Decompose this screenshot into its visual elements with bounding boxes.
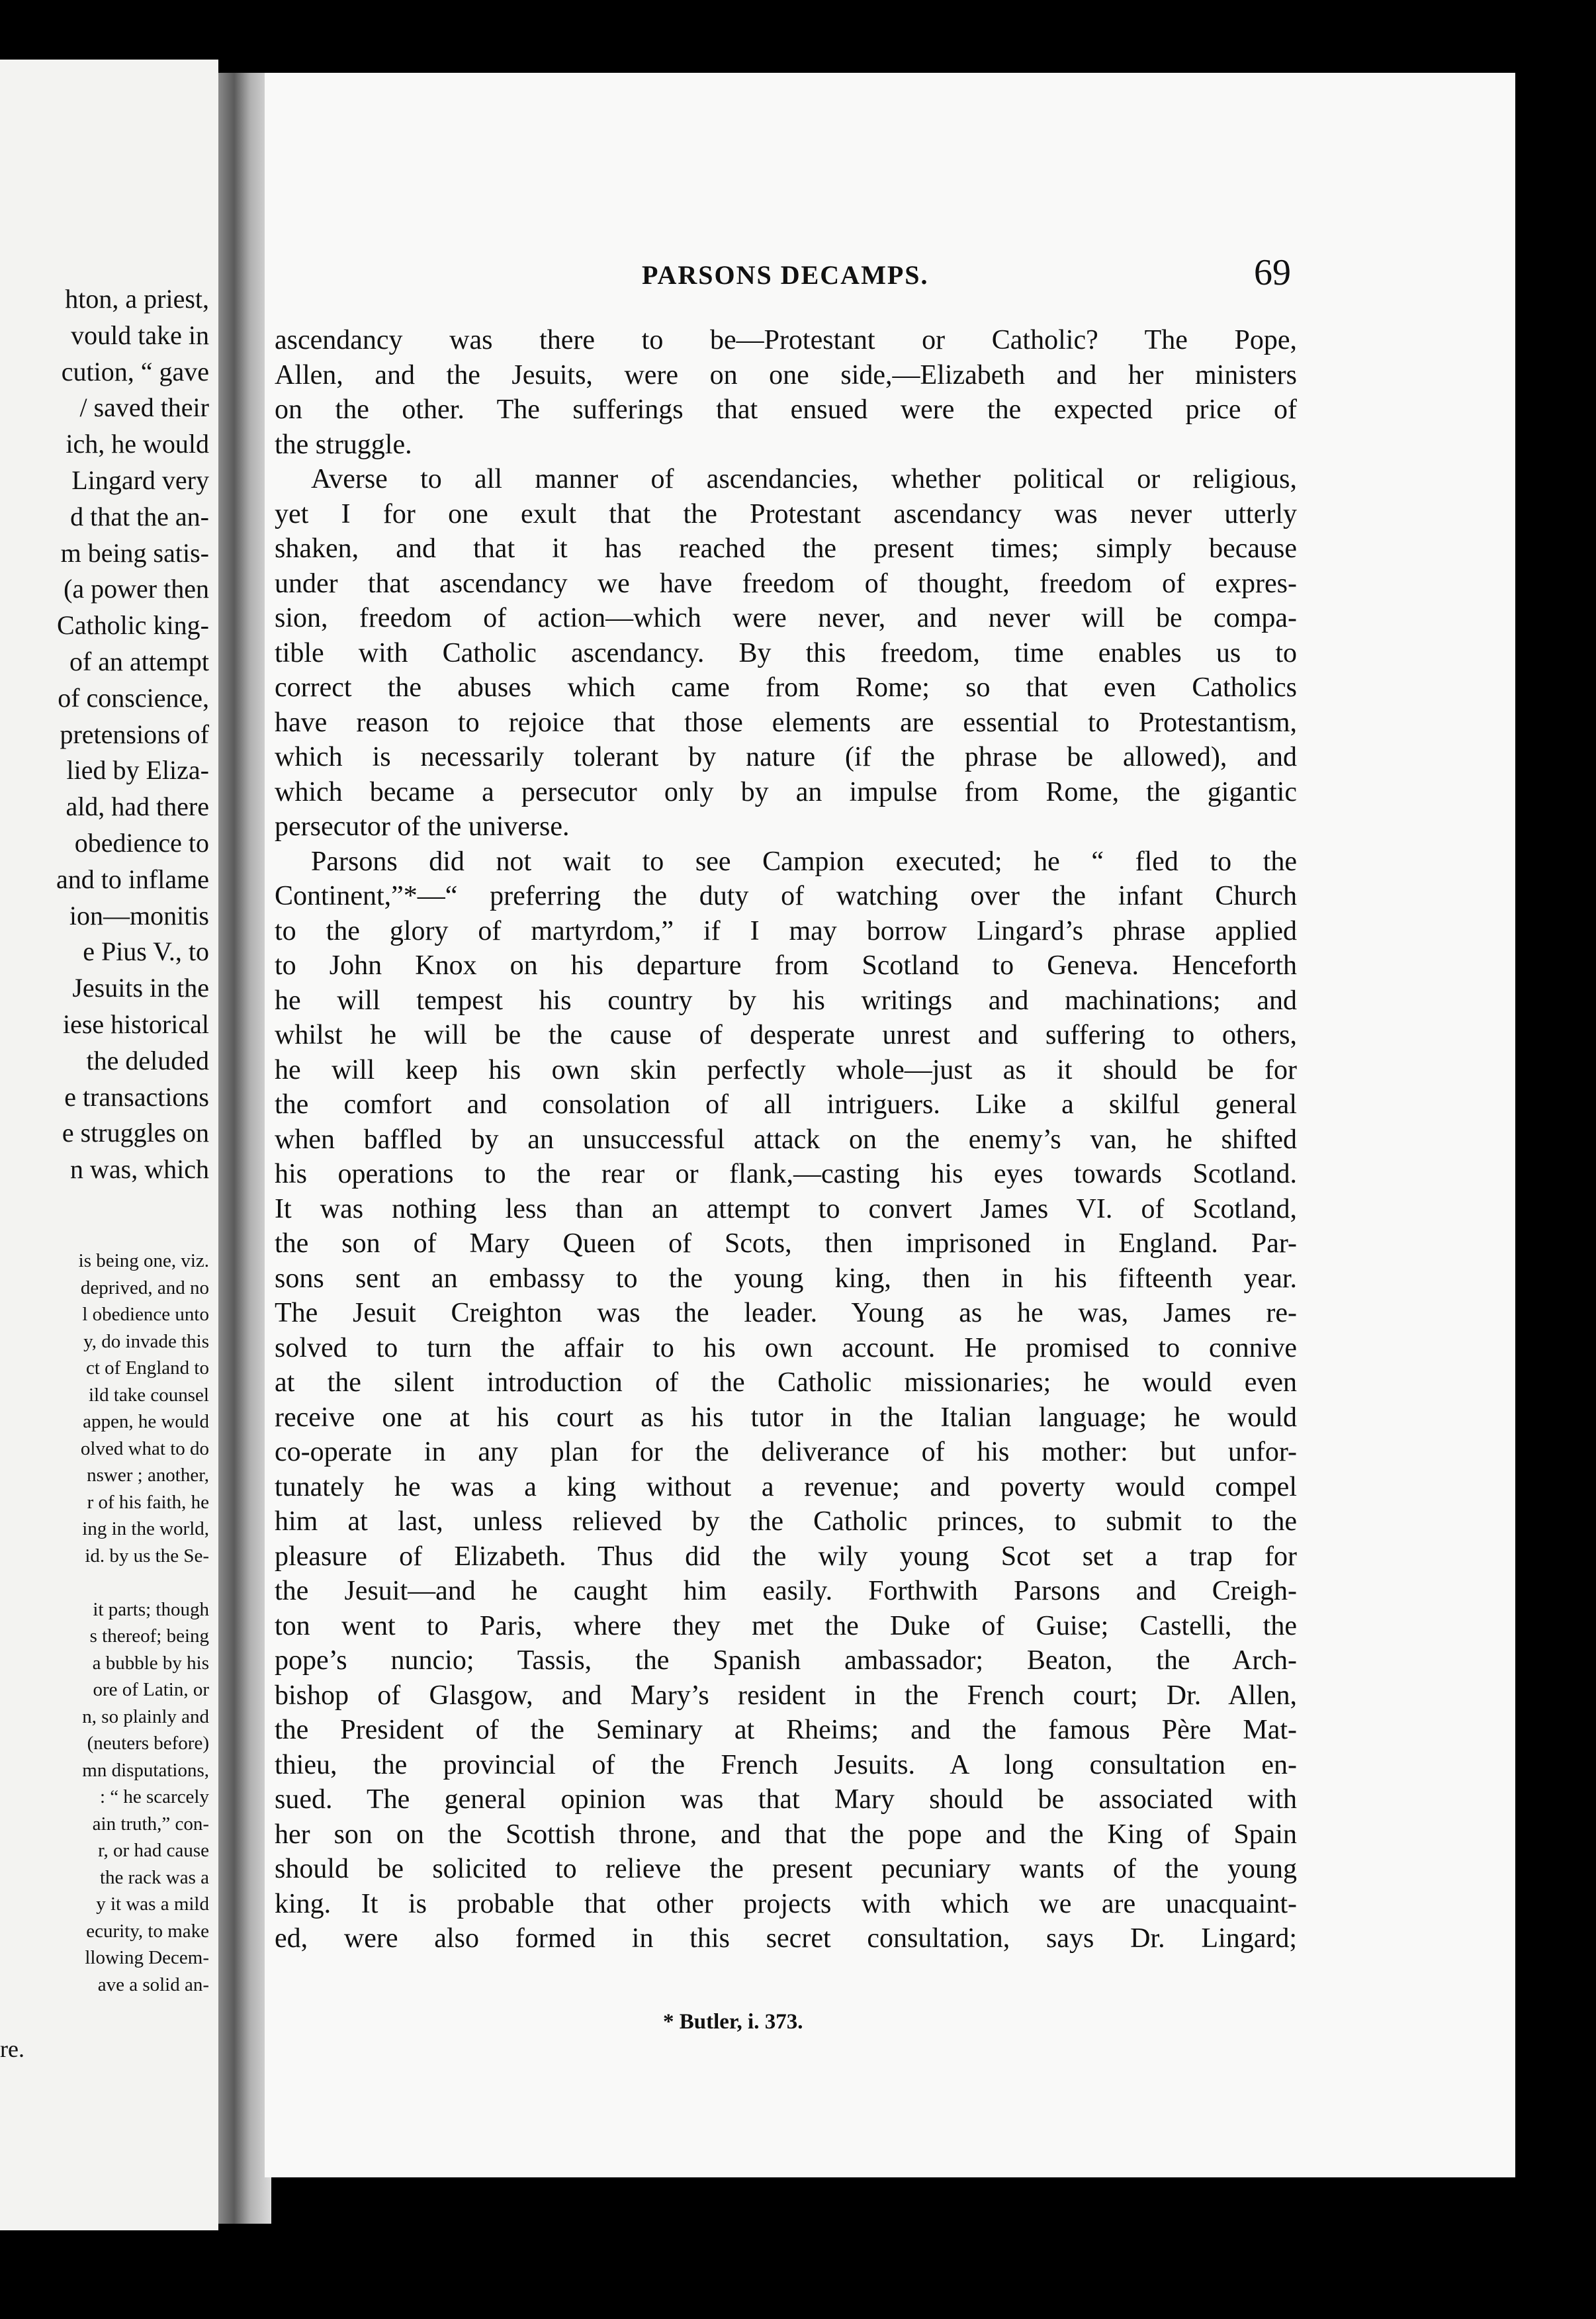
left-page-footnote-line: ild take counsel <box>88 1384 209 1406</box>
left-page-footnote-line: ain truth,” con- <box>92 1813 209 1835</box>
body-line: Averse to all manner of ascendancies, whether political or religious, <box>311 464 1297 494</box>
body-line: the son of Mary Queen of Scots, then imprisoned in England. Par- <box>275 1228 1297 1259</box>
left-page <box>0 60 218 2230</box>
left-page-footnote-line: ore of Latin, or <box>93 1679 209 1700</box>
body-line: tunately he was a king without a revenue; and poverty would compel <box>275 1471 1297 1502</box>
left-page-line: and to inflame <box>56 864 209 894</box>
left-page-line: ion—monitis <box>69 900 209 931</box>
left-page-line: ald, had there <box>66 792 209 822</box>
left-page-line: vould take in <box>71 320 209 350</box>
body-line: he will tempest his country by his writings and machinations; and <box>275 985 1297 1016</box>
body-line: Continent,”*—“ preferring the duty of watching over the infant Church <box>275 881 1297 911</box>
body-line: on the other. The sufferings that ensued were the expected price of <box>275 394 1297 425</box>
left-page-end-word: re. <box>0 2036 24 2062</box>
body-line: shaken, and that it has reached the present times; simply because <box>275 533 1297 564</box>
left-page-text <box>0 281 209 1188</box>
body-line: ascendancy was there to be—Protestant or Catholic? The Pope, <box>275 325 1297 355</box>
left-page-line: d that the an- <box>70 501 209 531</box>
body-line: pope’s nuncio; Tassis, the Spanish ambassador; Beaton, the Arch- <box>275 1645 1297 1676</box>
left-page-footnote-line: s thereof; being <box>89 1625 209 1647</box>
left-page-footnote-line: deprived, and no <box>80 1277 209 1298</box>
body-line: The Jesuit Creighton was the leader. Young as he was, James re- <box>275 1298 1297 1328</box>
left-page-line: ich, he would <box>66 429 209 459</box>
left-page-line: pretensions of <box>60 719 209 749</box>
body-line: pleasure of Elizabeth. Thus did the wily young Scot set a trap for <box>275 1541 1297 1572</box>
left-page-line: Catholic king- <box>57 610 209 641</box>
body-line: bishop of Glasgow, and Mary’s resident in the French court; Dr. Allen, <box>275 1680 1297 1711</box>
left-page-footnote-line: is being one, viz. <box>78 1250 209 1271</box>
left-page-footnote-line: ave a solid an- <box>97 1974 209 1995</box>
book-gutter <box>218 73 271 2224</box>
body-line: sion, freedom of action—which were never, and never will be compa- <box>275 603 1297 633</box>
left-page-line: m being satis- <box>60 537 209 568</box>
left-page-footnote-line: a bubble by his <box>92 1652 209 1674</box>
left-page-footnote-line: llowing Decem- <box>85 1947 209 1968</box>
body-line: co-operate in any plan for the deliverance of his mother: but unfor- <box>275 1437 1297 1467</box>
left-page-footnote-line <box>0 1569 209 1596</box>
left-page-footnote-line: l obedience unto <box>82 1304 209 1325</box>
left-page-footnote-line: appen, he would <box>83 1411 209 1432</box>
left-page-line: (a power then <box>64 574 209 604</box>
body-line: It was nothing less than an attempt to convert James VI. of Scotland, <box>275 1193 1297 1224</box>
body-line: which is necessarily tolerant by nature (if the phrase be allowed), and <box>275 742 1297 772</box>
running-head: PARSONS DECAMPS. <box>642 260 929 290</box>
body-line: to the glory of martyrdom,” if I may borrow Lingard’s phrase applied <box>275 915 1297 946</box>
body-line: he will keep his own skin perfectly whole—just as it should be for <box>275 1054 1297 1085</box>
left-page-footnote-line: ecurity, to make <box>86 1920 209 1942</box>
left-page-footnote-line: r of his faith, he <box>87 1491 209 1513</box>
body-line: to John Knox on his departure from Scotland to Geneva. Henceforth <box>275 950 1297 981</box>
body-line: king. It is probable that other projects with which we are unacquaint- <box>275 1888 1297 1919</box>
left-page-line: / saved their <box>79 392 209 423</box>
left-page-line: hton, a priest, <box>65 284 209 314</box>
body-line: at the silent introduction of the Catholic missionaries; he would even <box>275 1367 1297 1398</box>
body-line: under that ascendancy we have freedom of thought, freedom of expres- <box>275 568 1297 599</box>
left-page-line: e transactions <box>64 1081 209 1112</box>
left-page-line: lied by Eliza- <box>66 755 209 786</box>
left-page-line: Lingard very <box>71 465 209 495</box>
left-page-footnote-line: n, so plainly and <box>82 1705 209 1727</box>
body-line: sued. The general opinion was that Mary should be associated with <box>275 1784 1297 1815</box>
left-page-line: of conscience, <box>58 682 209 713</box>
left-page-line: Jesuits in the <box>72 973 209 1003</box>
body-line: tible with Catholic ascendancy. By this freedom, time enables us to <box>275 637 1297 668</box>
body-line: when baffled by an unsuccessful attack on the enemy’s van, he shifted <box>275 1124 1297 1155</box>
body-line: receive one at his court as his tutor in the Italian language; he would <box>275 1402 1297 1433</box>
body-line: should be solicited to relieve the present pecuniary wants of the young <box>275 1854 1297 1884</box>
body-line: the comfort and consolation of all intriguers. Like a skilful general <box>275 1089 1297 1120</box>
left-page-footnote-line: r, or had cause <box>98 1840 209 1861</box>
left-page-line: n was, which <box>70 1154 209 1185</box>
body-line: Parsons did not wait to see Campion executed; he “ fled to the <box>311 846 1297 877</box>
body-line: the Jesuit—and he caught him easily. Forthwith Parsons and Creigh- <box>275 1576 1297 1606</box>
left-page-footnote-line: nswer ; another, <box>87 1465 209 1486</box>
body-line: whilst he will be the cause of desperate unrest and suffering to others, <box>275 1020 1297 1050</box>
left-page-footnote-line: mn disputations, <box>82 1759 209 1781</box>
left-page-footnote-line: ing in the world, <box>82 1518 209 1539</box>
left-page-footnote-line: (neuters before) <box>87 1733 209 1754</box>
body-line: correct the abuses which came from Rome; so that even Catholics <box>275 672 1297 703</box>
body-line: thieu, the provincial of the French Jesuits. A long consultation en- <box>275 1749 1297 1780</box>
body-line: have reason to rejoice that those elements are essential to Protestantism, <box>275 707 1297 738</box>
body-line: persecutor of the universe. <box>275 811 570 842</box>
body-line: sons sent an embassy to the young king, then in his fifteenth year. <box>275 1263 1297 1294</box>
body-line: the President of the Seminary at Rheims; and the famous Père Mat- <box>275 1715 1297 1745</box>
left-page-line: e Pius V., to <box>83 936 209 967</box>
body-line: ton went to Paris, where they met the Duke of Guise; Castelli, the <box>275 1610 1297 1641</box>
left-page-line: obedience to <box>74 827 209 858</box>
page-number: 69 <box>1254 252 1291 293</box>
body-line: her son on the Scottish throne, and that the pope and the King of Spain <box>275 1819 1297 1850</box>
left-page-line: cution, “ gave <box>61 356 209 386</box>
left-page-line: e struggles on <box>62 1118 209 1148</box>
body-line: which became a persecutor only by an impulse from Rome, the gigantic <box>275 776 1297 807</box>
body-line: solved to turn the affair to his own account. He promised to connive <box>275 1332 1297 1363</box>
body-line: him at last, unless relieved by the Catholic princes, to submit to the <box>275 1506 1297 1537</box>
body-line: the struggle. <box>275 429 412 460</box>
left-page-footnote-line: the rack was a <box>99 1866 209 1888</box>
left-page-footnotes <box>0 1248 209 1998</box>
body-line: ed, were also formed in this secret consultation, says Dr. Lingard; <box>275 1923 1297 1954</box>
left-page-footnote-line: olved what to do <box>80 1437 209 1459</box>
left-page-line: iese historical <box>62 1009 209 1039</box>
footnote: * Butler, i. 373. <box>663 2010 803 2034</box>
left-page-footnote-line: ct of England to <box>85 1357 209 1379</box>
left-page-footnote-line: : “ he scarcely <box>99 1786 209 1807</box>
left-page-footnote-line: y, do invade this <box>83 1330 209 1352</box>
left-page-footnote-line: id. by us the Se- <box>85 1545 209 1567</box>
left-page-footnote-line: it parts; though <box>93 1598 209 1620</box>
body-line: yet I for one exult that the Protestant ascendancy was never utterly <box>275 498 1297 529</box>
left-page-line: of an attempt <box>69 646 209 676</box>
left-page-footnote-line: y it was a mild <box>96 1893 209 1915</box>
body-line: Allen, and the Jesuits, were on one side,—Elizabeth and her ministers <box>275 359 1297 390</box>
left-page-line: the deluded <box>86 1045 209 1075</box>
body-line: his operations to the rear or flank,—casting his eyes towards Scotland. <box>275 1159 1297 1189</box>
body-text <box>275 323 1297 1956</box>
